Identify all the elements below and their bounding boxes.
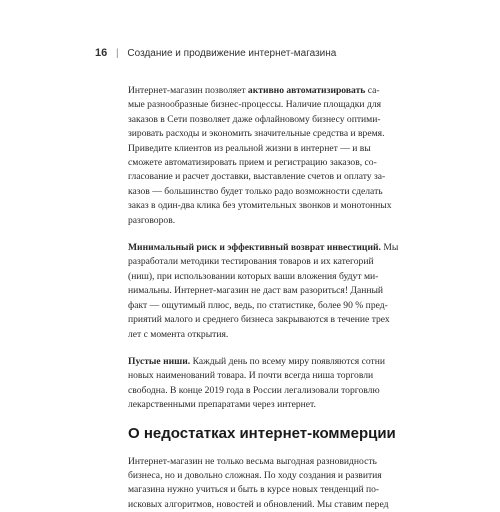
bold-phrase: активно автоматизировать — [247, 85, 366, 96]
bold-phrase: Минимальный риск и эффективный возврат инвестиций. — [128, 242, 381, 254]
paragraph-gap — [128, 342, 384, 355]
bold-phrase: Пустые ниши. — [128, 355, 191, 367]
paragraph-line: сможете автоматизировать прием и регистрацию заказов, со- — [128, 157, 377, 169]
paragraph-gap — [128, 228, 384, 241]
paragraph-line: зировать расходы и экономить значительные средства и время. — [128, 128, 385, 140]
paragraph-line — [128, 241, 399, 255]
paragraph-line: (ниш), при использовании которых ваши вложения будут ми- — [128, 270, 379, 282]
text-run: Мы — [380, 242, 399, 254]
paragraph-line: свободна. В конце 2019 года в России легализовали торговлю — [128, 384, 380, 396]
paragraph-line: исковых алгоритмов, новостей и обновлений. Мы ставим перед — [128, 498, 389, 510]
paragraph-line: заказ в один-два клика без утомительных звонков и монотонных — [128, 200, 392, 212]
paragraph-line: лет с момента открытия. — [128, 328, 229, 340]
paragraph-minimal-risk — [128, 241, 399, 342]
page-number: 16 — [95, 47, 108, 59]
paragraph-line: разработали методики тестирования товаров и их категорий — [128, 256, 374, 268]
paragraph-line: приятий малого и среднего бизнеса закрываются в течение трех — [128, 314, 390, 326]
paragraph-line: мые разнообразные бизнес-процессы. Наличие площадки для — [128, 99, 382, 111]
paragraph-empty-niches — [128, 355, 384, 413]
paragraph-drawbacks — [128, 455, 389, 512]
text-run: Каждый день по всему миру появляются сотни — [190, 355, 385, 367]
paragraph-line: магазина нужно учиться и быть в курсе новых тенденций по- — [128, 484, 380, 496]
paragraph-line: бизнеса, но и довольно сложная. По ходу создания и развития — [128, 469, 382, 481]
paragraph-line: нимальны. Интернет-магазин не даст вам разориться! Данный — [128, 285, 384, 297]
running-head-separator: | — [116, 48, 119, 59]
page-body — [128, 84, 399, 512]
paragraph-line: разговоров. — [128, 214, 176, 226]
paragraph-line: Интернет-магазин не только весьма выгодная разновидность — [128, 455, 377, 467]
paragraph-line: казов — большинство будет только радо возможности сделать — [128, 185, 383, 197]
paragraph-line: лекарственными препаратами через интернет. — [128, 399, 316, 411]
paragraph-line: заказов в Сети позволяет даже офлайновому бизнесу оптими- — [128, 113, 381, 125]
running-head-title: Создание и продвижение интернет-магазина — [127, 48, 337, 59]
paragraph-line: факт — ощутимый плюс, ведь, по статистике, более 90 % пред- — [128, 299, 388, 311]
text-run: са- — [365, 85, 380, 96]
paragraph-line: гласование и расчет доставки, выставление счетов и оплату за- — [128, 171, 386, 183]
paragraph-line: новых наименований товара. И почти всегда ниша торговли — [128, 370, 374, 382]
running-head — [95, 47, 336, 59]
section-heading: О недостатках интернет-коммерции — [128, 424, 396, 442]
paragraph-line — [128, 84, 384, 98]
paragraph-automation — [128, 84, 392, 228]
text-run: Интернет-магазин позволяет — [128, 85, 248, 96]
paragraph-line: Приведите клиентов из реальной жизни в интернет — и вы — [128, 142, 371, 154]
paragraph-line — [128, 355, 384, 369]
